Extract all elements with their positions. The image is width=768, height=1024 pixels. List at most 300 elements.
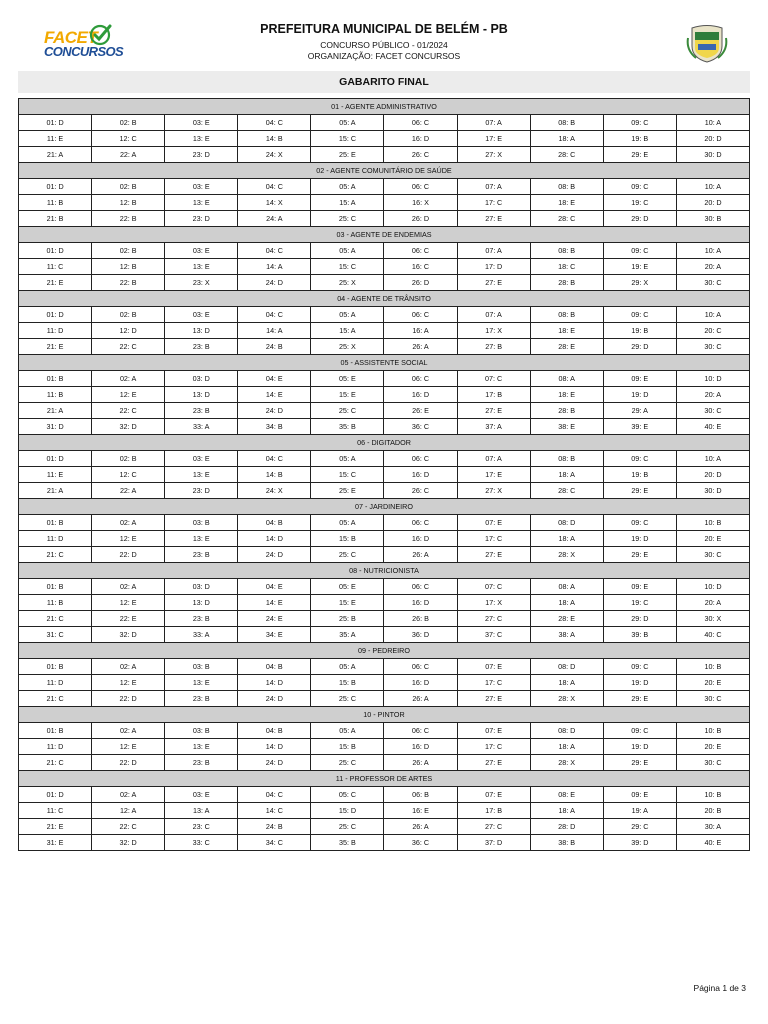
answer-cell: 10: A (676, 307, 749, 323)
answer-cell: 32: D (92, 419, 165, 435)
answer-cell: 29: D (603, 211, 676, 227)
answer-cell: 13: E (165, 531, 238, 547)
answer-cell: 06: C (384, 371, 457, 387)
answer-row (19, 755, 750, 771)
logo-word-concursos: CONCURSOS (44, 44, 124, 59)
answer-cell: 23: B (165, 403, 238, 419)
answer-cell: 11: C (19, 259, 92, 275)
answer-cell: 29: D (603, 611, 676, 627)
answer-cell: 13: E (165, 195, 238, 211)
answer-cell: 11: B (19, 195, 92, 211)
answer-cell: 18: A (530, 675, 603, 691)
answer-cell: 07: A (457, 307, 530, 323)
answer-cell: 15: D (311, 803, 384, 819)
answer-cell: 25: C (311, 691, 384, 707)
answer-cell: 18: A (530, 531, 603, 547)
answer-cell: 06: B (384, 787, 457, 803)
section-title: 10 - PINTOR (19, 707, 750, 723)
answer-cell: 23: D (165, 147, 238, 163)
answer-row (19, 211, 750, 227)
answer-cell: 27: C (457, 611, 530, 627)
answer-cell: 35: B (311, 419, 384, 435)
answer-cell: 33: A (165, 627, 238, 643)
answer-cell: 28: X (530, 547, 603, 563)
answer-cell: 11: E (19, 467, 92, 483)
answer-cell: 14: A (238, 259, 311, 275)
answer-cell: 21: B (19, 211, 92, 227)
answer-row (19, 515, 750, 531)
answer-row (19, 531, 750, 547)
answer-cell: 27: B (457, 339, 530, 355)
answer-cell: 39: B (603, 627, 676, 643)
answer-cell: 01: B (19, 371, 92, 387)
answer-cell: 20: D (676, 195, 749, 211)
answer-cell: 09: C (603, 723, 676, 739)
answer-cell: 01: D (19, 451, 92, 467)
answer-row (19, 835, 750, 851)
answer-cell: 22: A (92, 483, 165, 499)
answer-cell: 23: B (165, 691, 238, 707)
section-header-row (19, 499, 750, 515)
answer-cell: 29: E (603, 483, 676, 499)
answer-cell: 06: C (384, 115, 457, 131)
answer-cell: 30: D (676, 483, 749, 499)
answer-cell: 24: D (238, 403, 311, 419)
answer-cell: 03: E (165, 787, 238, 803)
answer-cell: 16: D (384, 531, 457, 547)
answer-row (19, 179, 750, 195)
answer-cell: 21: A (19, 147, 92, 163)
answer-row (19, 451, 750, 467)
answer-row (19, 195, 750, 211)
answer-cell: 08: A (530, 371, 603, 387)
answer-row (19, 371, 750, 387)
answer-cell: 07: C (457, 579, 530, 595)
answer-cell: 24: B (238, 819, 311, 835)
answer-cell: 21: C (19, 691, 92, 707)
answer-cell: 19: A (603, 803, 676, 819)
answer-cell: 26: E (384, 403, 457, 419)
answer-cell: 38: E (530, 419, 603, 435)
answer-cell: 08: B (530, 451, 603, 467)
answer-cell: 22: E (92, 611, 165, 627)
answer-cell: 09: C (603, 115, 676, 131)
answer-cell: 29: C (603, 819, 676, 835)
answer-cell: 17: E (457, 131, 530, 147)
answer-cell: 30: C (676, 755, 749, 771)
answer-cell: 06: C (384, 723, 457, 739)
answer-cell: 06: C (384, 307, 457, 323)
section-header-row (19, 163, 750, 179)
answer-cell: 20: A (676, 595, 749, 611)
answer-cell: 07: A (457, 451, 530, 467)
answer-cell: 17: X (457, 595, 530, 611)
facet-logo (44, 24, 124, 64)
answer-cell: 28: X (530, 691, 603, 707)
answer-cell: 17: X (457, 323, 530, 339)
answer-cell: 16: D (384, 739, 457, 755)
answer-cell: 07: E (457, 659, 530, 675)
answer-cell: 04: C (238, 451, 311, 467)
section-header-row (19, 435, 750, 451)
answer-cell: 14: B (238, 131, 311, 147)
answer-cell: 03: D (165, 579, 238, 595)
answer-cell: 22: B (92, 275, 165, 291)
answer-row (19, 419, 750, 435)
answer-cell: 17: D (457, 259, 530, 275)
document-header (130, 22, 638, 62)
answer-cell: 09: E (603, 579, 676, 595)
answer-row (19, 627, 750, 643)
answer-cell: 14: E (238, 387, 311, 403)
answer-row (19, 739, 750, 755)
answer-cell: 29: E (603, 147, 676, 163)
answer-cell: 11: B (19, 595, 92, 611)
answer-cell: 07: E (457, 723, 530, 739)
answer-cell: 18: E (530, 195, 603, 211)
answer-cell: 01: B (19, 723, 92, 739)
answer-cell: 31: E (19, 835, 92, 851)
answer-cell: 29: X (603, 275, 676, 291)
answer-cell: 29: A (603, 403, 676, 419)
answer-cell: 22: C (92, 339, 165, 355)
answer-cell: 14: D (238, 675, 311, 691)
answer-cell: 20: C (676, 323, 749, 339)
answer-cell: 01: B (19, 659, 92, 675)
answer-cell: 19: D (603, 675, 676, 691)
answer-cell: 18: E (530, 387, 603, 403)
answer-cell: 26: A (384, 691, 457, 707)
answer-cell: 26: A (384, 755, 457, 771)
answer-row (19, 259, 750, 275)
answer-cell: 09: C (603, 515, 676, 531)
answer-cell: 11: D (19, 531, 92, 547)
section-title: 07 - JARDINEIRO (19, 499, 750, 515)
answer-cell: 30: X (676, 611, 749, 627)
answer-cell: 28: C (530, 483, 603, 499)
answer-cell: 12: E (92, 675, 165, 691)
answer-cell: 25: C (311, 755, 384, 771)
answer-cell: 19: C (603, 595, 676, 611)
answer-cell: 04: C (238, 115, 311, 131)
answer-cell: 13: D (165, 323, 238, 339)
answer-cell: 23: B (165, 755, 238, 771)
answer-cell: 14: E (238, 595, 311, 611)
answer-cell: 10: A (676, 451, 749, 467)
answer-cell: 10: B (676, 515, 749, 531)
answer-cell: 33: A (165, 419, 238, 435)
answer-cell: 13: D (165, 387, 238, 403)
section-header-row (19, 771, 750, 787)
answer-cell: 28: X (530, 755, 603, 771)
answer-cell: 04: B (238, 659, 311, 675)
answer-cell: 25: X (311, 339, 384, 355)
answer-cell: 02: A (92, 787, 165, 803)
answer-row (19, 339, 750, 355)
answer-cell: 27: E (457, 755, 530, 771)
answer-cell: 21: E (19, 819, 92, 835)
answer-cell: 29: D (603, 339, 676, 355)
answer-cell: 15: B (311, 531, 384, 547)
answer-cell: 15: A (311, 323, 384, 339)
answer-cell: 27: E (457, 547, 530, 563)
answer-cell: 03: E (165, 179, 238, 195)
answer-cell: 10: A (676, 179, 749, 195)
answer-cell: 21: C (19, 547, 92, 563)
answer-row (19, 323, 750, 339)
answer-cell: 05: E (311, 371, 384, 387)
answer-cell: 12: B (92, 259, 165, 275)
answer-cell: 32: D (92, 835, 165, 851)
answer-cell: 17: B (457, 387, 530, 403)
answer-cell: 37: C (457, 627, 530, 643)
answer-row (19, 147, 750, 163)
answer-cell: 10: B (676, 787, 749, 803)
answer-cell: 11: D (19, 739, 92, 755)
answer-cell: 15: C (311, 467, 384, 483)
answer-cell: 20: E (676, 739, 749, 755)
section-header-row (19, 643, 750, 659)
answer-cell: 26: D (384, 211, 457, 227)
answer-cell: 16: D (384, 595, 457, 611)
answer-cell: 12: A (92, 803, 165, 819)
answer-cell: 07: A (457, 115, 530, 131)
answer-cell: 06: C (384, 515, 457, 531)
answer-cell: 37: D (457, 835, 530, 851)
answer-cell: 16: A (384, 323, 457, 339)
answer-cell: 17: C (457, 531, 530, 547)
answer-cell: 17: B (457, 803, 530, 819)
answer-cell: 19: B (603, 323, 676, 339)
answer-cell: 24: B (238, 339, 311, 355)
answer-cell: 35: B (311, 835, 384, 851)
answer-cell: 26: A (384, 547, 457, 563)
answer-cell: 03: E (165, 115, 238, 131)
answer-cell: 39: D (603, 835, 676, 851)
answer-cell: 20: E (676, 531, 749, 547)
answer-cell: 08: E (530, 787, 603, 803)
answer-row (19, 307, 750, 323)
answer-cell: 09: C (603, 451, 676, 467)
answer-cell: 21: E (19, 275, 92, 291)
section-title: 04 - AGENTE DE TRÂNSITO (19, 291, 750, 307)
answer-cell: 20: A (676, 259, 749, 275)
section-header-row (19, 355, 750, 371)
answer-cell: 24: D (238, 691, 311, 707)
answer-cell: 10: A (676, 243, 749, 259)
answer-cell: 01: D (19, 787, 92, 803)
answer-cell: 31: C (19, 627, 92, 643)
answer-cell: 04: C (238, 179, 311, 195)
answer-cell: 06: C (384, 179, 457, 195)
answer-cell: 13: A (165, 803, 238, 819)
organization-line: ORGANIZAÇÃO: FACET CONCURSOS (307, 51, 461, 61)
answer-cell: 13: E (165, 675, 238, 691)
answer-cell: 03: B (165, 723, 238, 739)
answer-cell: 17: C (457, 739, 530, 755)
answer-row (19, 483, 750, 499)
answer-cell: 20: E (676, 675, 749, 691)
section-title: 02 - AGENTE COMUNITÁRIO DE SAÚDE (19, 163, 750, 179)
answer-cell: 33: C (165, 835, 238, 851)
answer-cell: 02: A (92, 723, 165, 739)
answer-row (19, 403, 750, 419)
municipal-crest-icon (686, 24, 728, 64)
answer-cell: 27: E (457, 691, 530, 707)
answer-row (19, 467, 750, 483)
answer-cell: 25: B (311, 611, 384, 627)
answer-cell: 05: E (311, 579, 384, 595)
answer-cell: 15: C (311, 259, 384, 275)
answer-cell: 25: E (311, 147, 384, 163)
answer-cell: 37: A (457, 419, 530, 435)
answer-cell: 35: A (311, 627, 384, 643)
section-title: 09 - PEDREIRO (19, 643, 750, 659)
answer-cell: 10: B (676, 723, 749, 739)
section-header-row (19, 291, 750, 307)
answer-cell: 07: A (457, 179, 530, 195)
answer-cell: 40: E (676, 835, 749, 851)
answer-cell: 40: C (676, 627, 749, 643)
answer-cell: 12: E (92, 739, 165, 755)
answer-cell: 16: E (384, 803, 457, 819)
answer-cell: 09: C (603, 307, 676, 323)
answer-cell: 01: B (19, 579, 92, 595)
answer-row (19, 611, 750, 627)
answer-cell: 12: B (92, 195, 165, 211)
answer-cell: 10: A (676, 115, 749, 131)
answer-cell: 28: D (530, 819, 603, 835)
answer-cell: 22: D (92, 755, 165, 771)
answer-cell: 01: D (19, 179, 92, 195)
answer-cell: 18: E (530, 323, 603, 339)
answer-cell: 16: X (384, 195, 457, 211)
answer-cell: 23: B (165, 547, 238, 563)
answer-cell: 29: E (603, 755, 676, 771)
answer-row (19, 131, 750, 147)
answer-cell: 01: B (19, 515, 92, 531)
answer-cell: 22: B (92, 211, 165, 227)
answer-cell: 12: D (92, 323, 165, 339)
answer-cell: 04: E (238, 579, 311, 595)
section-header-row (19, 707, 750, 723)
answer-cell: 17: E (457, 467, 530, 483)
answer-cell: 20: B (676, 803, 749, 819)
answer-cell: 10: D (676, 579, 749, 595)
answer-cell: 39: E (603, 419, 676, 435)
answer-cell: 23: C (165, 819, 238, 835)
answer-cell: 08: B (530, 307, 603, 323)
answer-cell: 23: B (165, 611, 238, 627)
answer-cell: 24: E (238, 611, 311, 627)
section-title: 11 - PROFESSOR DE ARTES (19, 771, 750, 787)
answer-cell: 15: B (311, 675, 384, 691)
answer-cell: 20: D (676, 467, 749, 483)
answer-cell: 22: D (92, 547, 165, 563)
answer-cell: 16: C (384, 259, 457, 275)
page-number: Página 1 de 3 (693, 983, 746, 993)
answer-cell: 15: E (311, 387, 384, 403)
answer-cell: 06: C (384, 243, 457, 259)
answer-cell: 32: D (92, 627, 165, 643)
answer-cell: 14: C (238, 803, 311, 819)
answer-cell: 26: B (384, 611, 457, 627)
answer-row (19, 547, 750, 563)
answer-cell: 07: E (457, 515, 530, 531)
logo-word-facet: FACET (44, 28, 98, 47)
answer-cell: 22: D (92, 691, 165, 707)
answer-cell: 02: A (92, 515, 165, 531)
answer-cell: 19: D (603, 531, 676, 547)
answer-row (19, 819, 750, 835)
answer-cell: 06: C (384, 451, 457, 467)
answer-cell: 04: C (238, 243, 311, 259)
answer-cell: 15: C (311, 131, 384, 147)
answer-cell: 31: D (19, 419, 92, 435)
answer-cell: 29: E (603, 691, 676, 707)
answer-cell: 09: C (603, 243, 676, 259)
answer-cell: 07: C (457, 371, 530, 387)
answer-cell: 19: B (603, 467, 676, 483)
answer-cell: 04: B (238, 515, 311, 531)
section-header-row (19, 99, 750, 115)
answer-cell: 05: A (311, 659, 384, 675)
answer-cell: 25: C (311, 547, 384, 563)
answer-cell: 02: B (92, 115, 165, 131)
answer-cell: 27: X (457, 483, 530, 499)
answer-cell: 29: E (603, 547, 676, 563)
answer-cell: 18: A (530, 131, 603, 147)
page-title: PREFEITURA MUNICIPAL DE BELÉM - PB (260, 22, 508, 36)
gabarito-title-bar: GABARITO FINAL (18, 71, 750, 93)
checkmark-icon (88, 24, 114, 46)
answer-cell: 01: D (19, 243, 92, 259)
answer-cell: 02: A (92, 371, 165, 387)
answer-row (19, 659, 750, 675)
section-title: 03 - AGENTE DE ENDEMIAS (19, 227, 750, 243)
answer-cell: 22: C (92, 403, 165, 419)
answer-cell: 19: C (603, 195, 676, 211)
section-title: 05 - ASSISTENTE SOCIAL (19, 355, 750, 371)
answer-cell: 22: C (92, 819, 165, 835)
answer-cell: 06: C (384, 659, 457, 675)
answer-cell: 26: D (384, 275, 457, 291)
answer-cell: 27: E (457, 275, 530, 291)
answer-cell: 20: A (676, 387, 749, 403)
answer-cell: 11: D (19, 675, 92, 691)
answer-cell: 10: D (676, 371, 749, 387)
answer-cell: 16: D (384, 387, 457, 403)
answer-cell: 16: D (384, 467, 457, 483)
answer-cell: 38: A (530, 627, 603, 643)
answer-cell: 15: A (311, 195, 384, 211)
answer-cell: 36: D (384, 627, 457, 643)
answer-key-table (18, 98, 750, 851)
answer-cell: 21: C (19, 611, 92, 627)
answer-cell: 20: D (676, 131, 749, 147)
answer-cell: 05: A (311, 451, 384, 467)
answer-cell: 27: E (457, 403, 530, 419)
answer-cell: 02: B (92, 179, 165, 195)
answer-row (19, 115, 750, 131)
answer-cell: 13: E (165, 259, 238, 275)
answer-cell: 10: B (676, 659, 749, 675)
answer-cell: 09: C (603, 659, 676, 675)
answer-cell: 15: B (311, 739, 384, 755)
answer-cell: 14: D (238, 739, 311, 755)
answer-cell: 06: C (384, 579, 457, 595)
answer-cell: 14: A (238, 323, 311, 339)
